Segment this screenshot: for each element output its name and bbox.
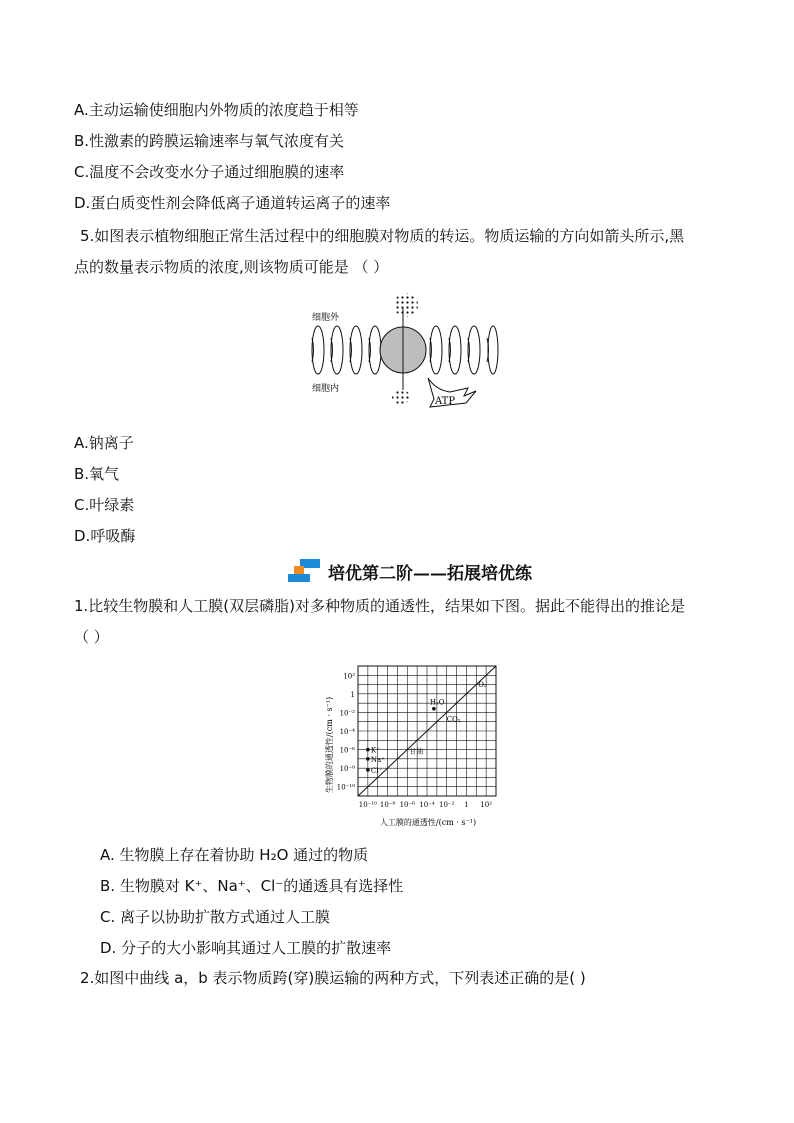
lipid-bilayer-right [430, 326, 498, 374]
q5-option-a: A.钠离子 [74, 434, 134, 452]
point-label: H₂O [429, 698, 445, 707]
q5-stem-line2: 点的数量表示物质的浓度,则该物质可能是 （ ） [74, 258, 389, 276]
x-tick-label: 10⁻¹⁰ [358, 801, 377, 809]
y-tick-label: 1 [350, 690, 355, 699]
point-label: Na⁺ [370, 755, 385, 764]
p1-option-c: C. 离子以协助扩散方式通过人工膜 [100, 908, 331, 926]
outside-label: 细胞外 [312, 313, 340, 323]
p1-stem-line2: （ ） [74, 628, 109, 646]
section-icon [288, 557, 322, 585]
y-tick-label: 10⁻⁶ [339, 746, 355, 755]
point-label: O₂ [478, 681, 487, 689]
x-tick-label: 10² [480, 801, 493, 809]
point-label: K⁺ [370, 746, 380, 755]
p2-stem: 2.如图中曲线 a，b 表示物质跨(穿)膜运输的两种方式，下列表述正确的是( ) [80, 969, 586, 987]
membrane-transport-figure [300, 290, 500, 410]
p1-option-d: D. 分子的大小影响其通过人工膜的扩散速率 [100, 939, 392, 957]
point-marker [432, 707, 436, 711]
section-heading [288, 556, 532, 586]
atp-label: ATP [435, 396, 456, 407]
q5-stem-line1: 5.如图表示植物细胞正常生活过程中的细胞膜对物质的转运。物质运输的方向如箭头所示,黑 [80, 227, 685, 245]
section-title: 培优第二阶——拓展培优练 [328, 563, 532, 584]
point-label: 甘油 [409, 747, 424, 756]
q5-option-b: B.氧气 [74, 465, 120, 483]
y-tick-labels [337, 672, 355, 791]
point-marker [366, 748, 370, 752]
y-tick-label: 10⁻¹⁰ [336, 783, 355, 792]
y-tick-label: 10⁻⁸ [339, 765, 355, 774]
q4-option-a: A.主动运输使细胞内外物质的浓度趋于相等 [74, 101, 359, 119]
lipid-bilayer-left [312, 326, 381, 374]
y-tick-label: 10⁻² [339, 709, 355, 718]
x-axis-label: 人工膜的通透性/(cm · s⁻¹) [379, 818, 477, 827]
q4-option-d: D.蛋白质变性剂会降低离子通道转运离子的速率 [74, 194, 391, 212]
inside-label: 细胞内 [312, 384, 340, 394]
permeability-chart [318, 660, 508, 830]
inside-molecules [392, 390, 410, 404]
q4-option-c: C.温度不会改变水分子通过细胞膜的速率 [74, 163, 345, 181]
p1-stem-line1: 1.比较生物膜和人工膜(双层磷脂)对多种物质的通透性，结果如下图。据此不能得出的推论是 [74, 597, 686, 615]
q5-option-d: D.呼吸酶 [74, 527, 136, 545]
point-label: CO₂ [446, 715, 461, 724]
data-points [366, 681, 487, 775]
y-axis-label: 生物膜的通透性/(cm · s⁻¹) [325, 696, 334, 794]
point-label: Cl⁻ [370, 767, 383, 775]
x-tick-labels [359, 801, 492, 809]
p1-option-a: A. 生物膜上存在着协助 H₂O 通过的物质 [100, 846, 369, 864]
x-tick-label: 10⁻⁴ [419, 801, 435, 809]
point-marker [366, 768, 370, 772]
q4-option-b: B.性激素的跨膜运输速率与氧气浓度有关 [74, 132, 345, 150]
x-tick-label: 10⁻⁶ [399, 801, 415, 809]
x-tick-label: 10⁻⁸ [379, 801, 396, 809]
y-tick-label: 10² [343, 672, 355, 681]
x-tick-label: 1 [464, 801, 469, 809]
p1-option-b: B. 生物膜对 K⁺、Na⁺、Cl⁻的通透具有选择性 [100, 877, 404, 895]
q5-option-c: C.叶绿素 [74, 496, 135, 514]
point-marker [366, 757, 370, 761]
x-tick-label: 10⁻² [439, 801, 455, 809]
outside-molecules [394, 293, 418, 317]
y-tick-label: 10⁻⁴ [339, 728, 355, 736]
